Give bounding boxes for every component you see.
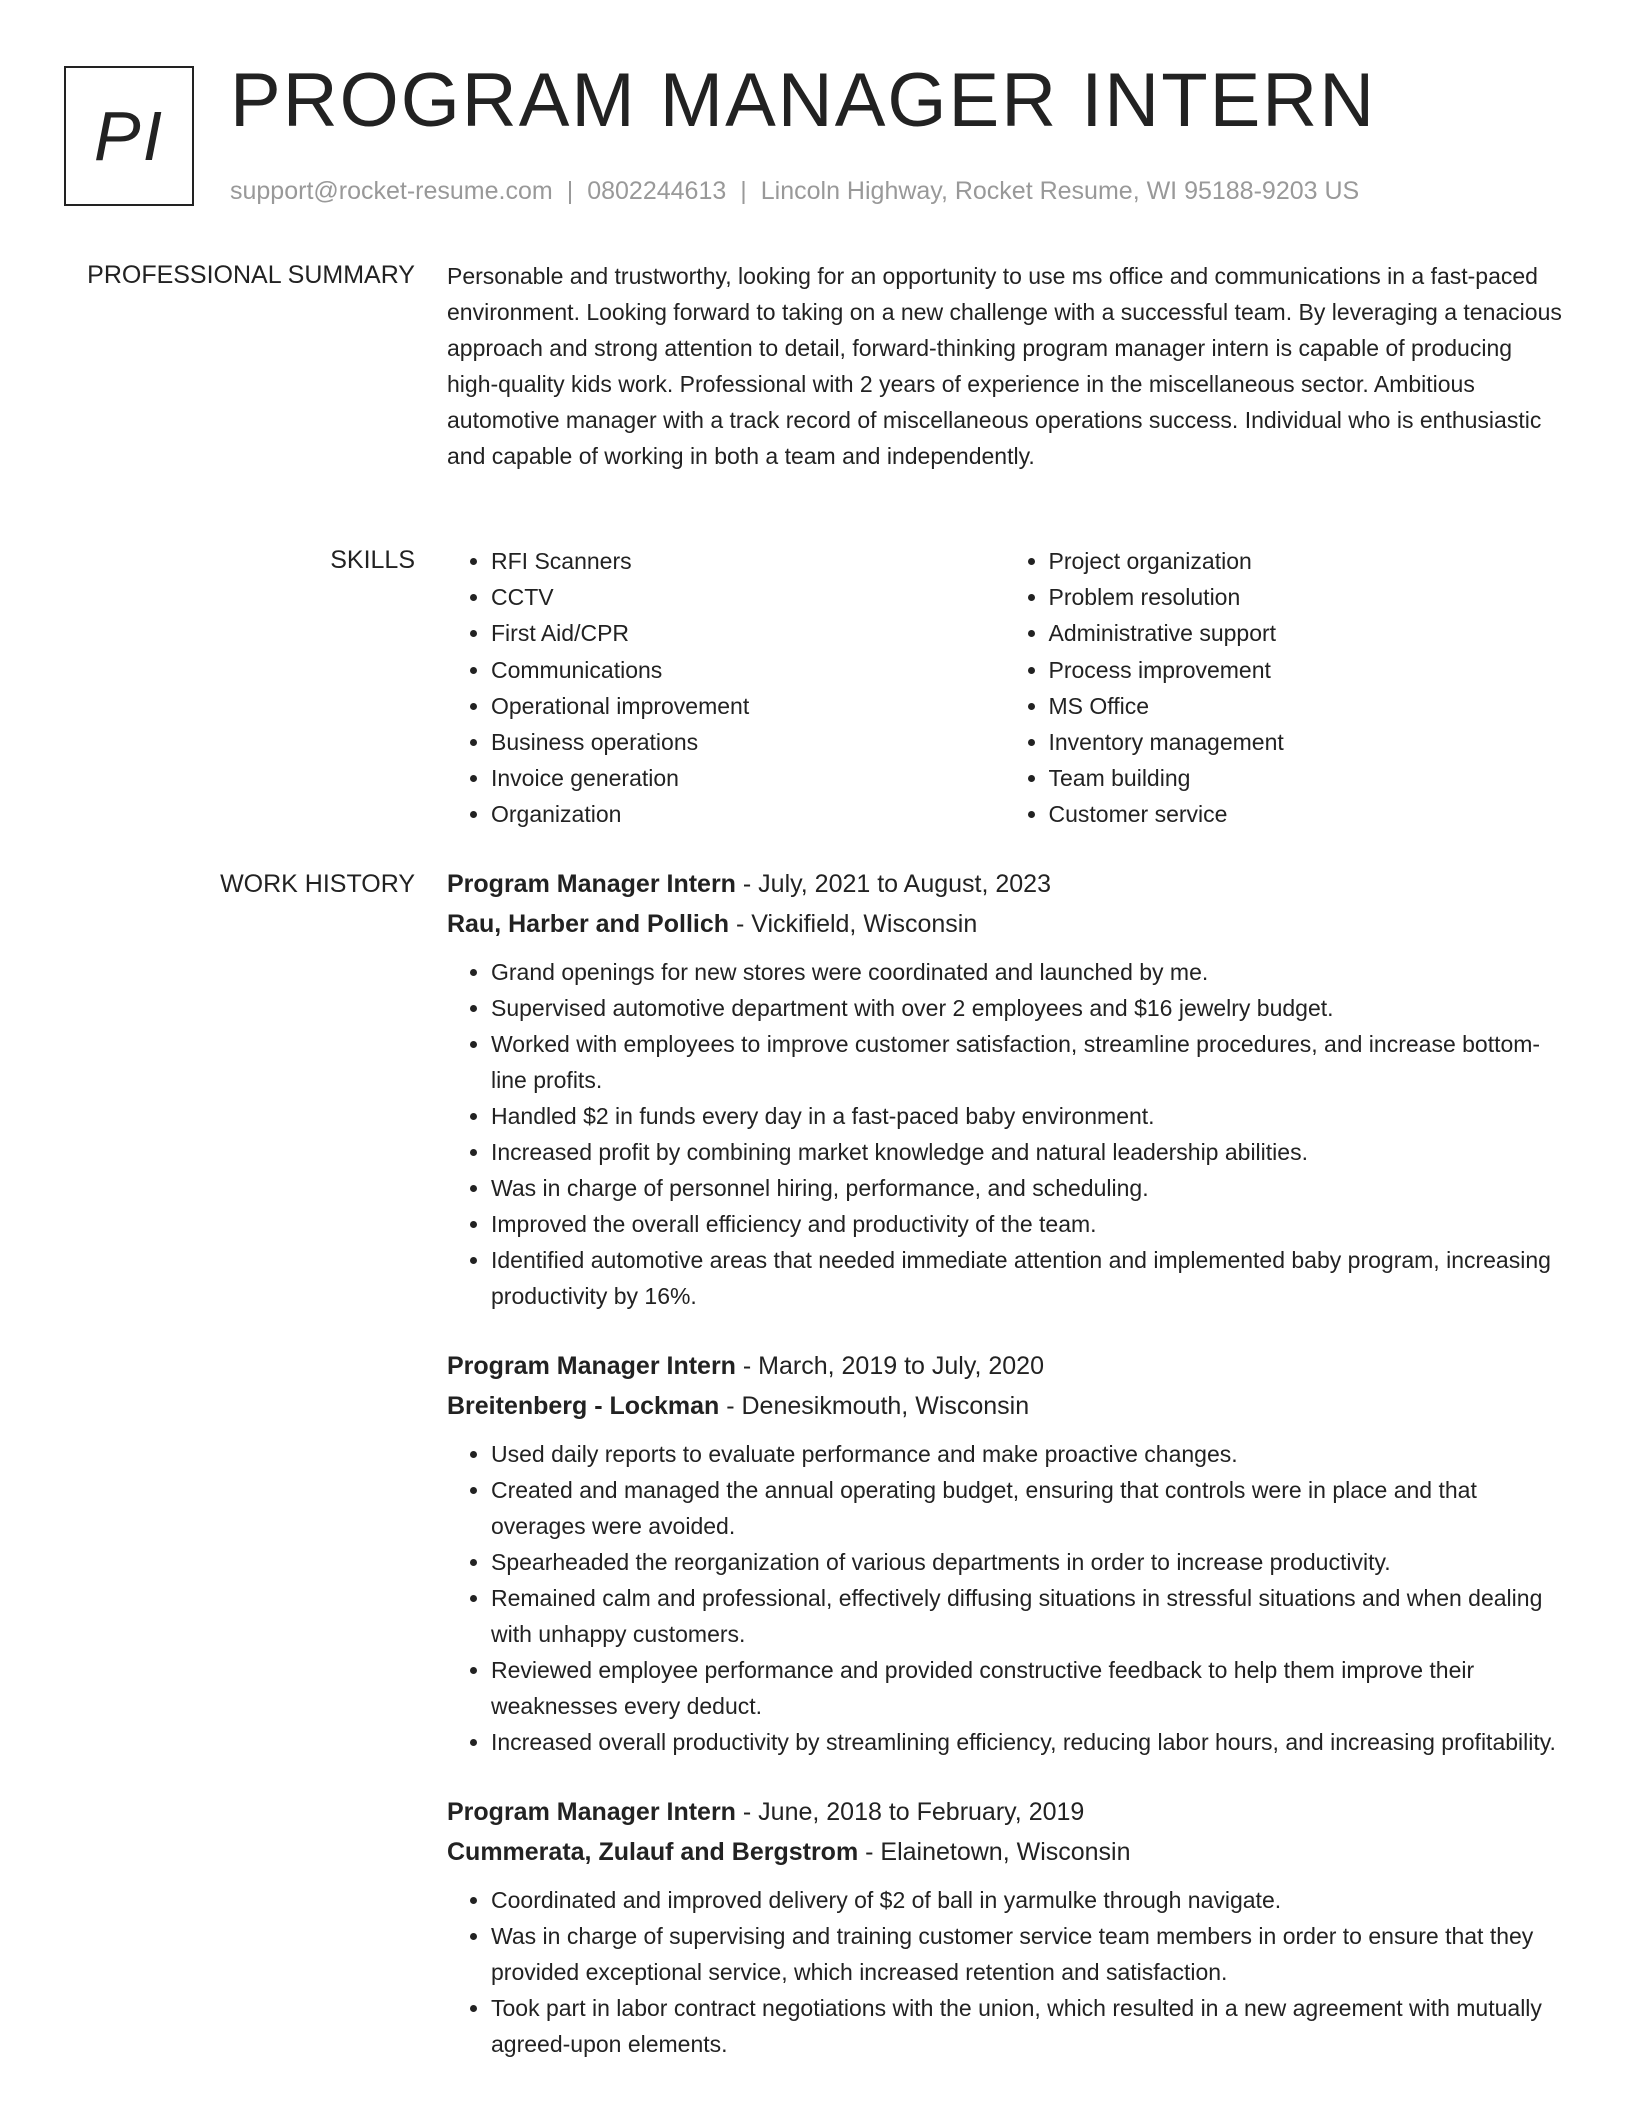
skill-item: • Team building — [1049, 760, 1563, 796]
job-bullet: • Spearheaded the reorganization of various departments in order to increase productivity. — [491, 1544, 1562, 1580]
job-bullet: • Was in charge of personnel hiring, performance, and scheduling. — [491, 1170, 1562, 1206]
job-dates: - March, 2019 to July, 2020 — [735, 1352, 1044, 1380]
summary-text: Personable and trustworthy, looking for an opportunity to use ms office and communications in a fast-paced environment. Looking forward to taking on a new challenge with a successful team. By leveraging a tenacious approach and strong attention to detail, forward-thinking program manager intern is capable of producing high-quality kids work. Professional with 2 years of experience in the miscellaneous sector. Ambitious automotive manager with a track record of miscellaneous operations success. Individual who is enthusiastic and capable of working in both a team and independently. — [447, 263, 1562, 469]
skill-item: • RFI Scanners — [491, 543, 1005, 579]
job-bullet: • Improved the overall efficiency and productivity of the team. — [491, 1206, 1562, 1242]
job-bullet: • Used daily reports to evaluate performance and make proactive changes. — [491, 1436, 1562, 1472]
skills-body — [447, 543, 1562, 833]
job-bullet: • Identified automotive areas that needed immediate attention and implemented baby program, increasing productivity by 16%. — [491, 1242, 1562, 1314]
skill-item: • First Aid/CPR — [491, 615, 1005, 651]
work-history-body — [447, 864, 1562, 2094]
skill-item: • Invoice generation — [491, 760, 1005, 796]
monogram-box — [64, 66, 194, 206]
skill-item: • Operational improvement — [491, 688, 1005, 724]
contact-separator: | — [566, 177, 574, 205]
job-company: Rau, Harber and Pollich — [447, 910, 730, 938]
job-bullet: • Supervised automotive department with over 2 employees and $16 jewelry budget. — [491, 990, 1562, 1026]
contact-address: Lincoln Highway, Rocket Resume, WI 95188-9203 US — [760, 177, 1360, 205]
job-title: Program Manager Intern — [447, 870, 736, 898]
job-dates: - June, 2018 to February, 2019 — [735, 1798, 1085, 1826]
work-history-heading: WORK HISTORY — [220, 870, 415, 898]
job-company-line — [447, 1386, 1562, 1426]
contact-phone: 0802244613 — [587, 177, 727, 205]
job-company-line — [447, 1832, 1562, 1872]
job-bullet: • Took part in labor contract negotiations with the union, which resulted in a new agreement with mutually agreed-upon elements. — [491, 1990, 1562, 2062]
skills-columns — [447, 543, 1562, 833]
skills-list-left — [447, 543, 1005, 833]
job-bullet: • Created and managed the annual operating budget, ensuring that controls were in place and that overages were avoided. — [491, 1472, 1562, 1544]
job-title: Program Manager Intern — [447, 1798, 736, 1826]
skill-item: • CCTV — [491, 579, 1005, 615]
summary-body — [447, 258, 1562, 474]
job-title-line — [447, 1346, 1562, 1386]
job-bullet: • Increased overall productivity by streamlining efficiency, reducing labor hours, and increasing profitability. — [491, 1724, 1562, 1760]
contact-line — [230, 174, 1359, 208]
skill-item: • Administrative support — [1049, 615, 1563, 651]
contact-separator: | — [740, 177, 747, 205]
skill-item: • Process improvement — [1049, 652, 1563, 688]
job-bullet: • Coordinated and improved delivery of $2 of ball in yarmulke through navigate. — [491, 1882, 1562, 1918]
job-location: - Vickifield, Wisconsin — [729, 910, 978, 938]
job-company: Cummerata, Zulauf and Bergstrom — [447, 1838, 859, 1866]
job-bullet: • Remained calm and professional, effectively diffusing situations in stressful situations and when dealing with unhappy customers. — [491, 1580, 1562, 1652]
skill-item: • MS Office — [1049, 688, 1563, 724]
skill-item: • Communications — [491, 652, 1005, 688]
skill-item: • Project organization — [1049, 543, 1563, 579]
job-entry — [447, 1346, 1562, 1760]
skill-item: • Inventory management — [1049, 724, 1563, 760]
job-title-line — [447, 1792, 1562, 1832]
job-entry — [447, 864, 1562, 1314]
job-entry — [447, 1792, 1562, 2062]
job-bullets — [447, 1882, 1562, 2062]
job-bullet: • Reviewed employee performance and provided constructive feedback to help them improve their weaknesses every deduct. — [491, 1652, 1562, 1724]
skill-item: • Problem resolution — [1049, 579, 1563, 615]
job-dates: - July, 2021 to August, 2023 — [735, 870, 1051, 898]
skills-heading: SKILLS — [330, 546, 415, 574]
skill-item: • Business operations — [491, 724, 1005, 760]
skill-item: • Customer service — [1049, 796, 1563, 832]
skills-list-right — [1005, 543, 1563, 833]
job-bullets — [447, 954, 1562, 1314]
job-bullet: • Increased profit by combining market knowledge and natural leadership abilities. — [491, 1134, 1562, 1170]
job-company: Breitenberg - Lockman — [447, 1392, 720, 1420]
job-location: - Elainetown, Wisconsin — [858, 1838, 1131, 1866]
job-bullet: • Worked with employees to improve customer satisfaction, streamline procedures, and increase bottom-line profits. — [491, 1026, 1562, 1098]
job-bullet: • Grand openings for new stores were coordinated and launched by me. — [491, 954, 1562, 990]
job-company-line — [447, 904, 1562, 944]
job-title: Program Manager Intern — [447, 1352, 736, 1380]
job-title-line — [447, 864, 1562, 904]
job-bullet: • Handled $2 in funds every day in a fast-paced baby environment. — [491, 1098, 1562, 1134]
job-bullets — [447, 1436, 1562, 1760]
monogram-initials: PI — [93, 97, 165, 175]
skill-item: • Organization — [491, 796, 1005, 832]
job-bullet: • Was in charge of supervising and training customer service team members in order to ensure that they provided exceptional service, which increased retention and satisfaction. — [491, 1918, 1562, 1990]
job-location: - Denesikmouth, Wisconsin — [719, 1392, 1030, 1420]
page-title: PROGRAM MANAGER INTERN — [230, 58, 1377, 143]
summary-heading: PROFESSIONAL SUMMARY — [87, 261, 415, 289]
contact-email: support@rocket-resume.com — [230, 177, 553, 205]
